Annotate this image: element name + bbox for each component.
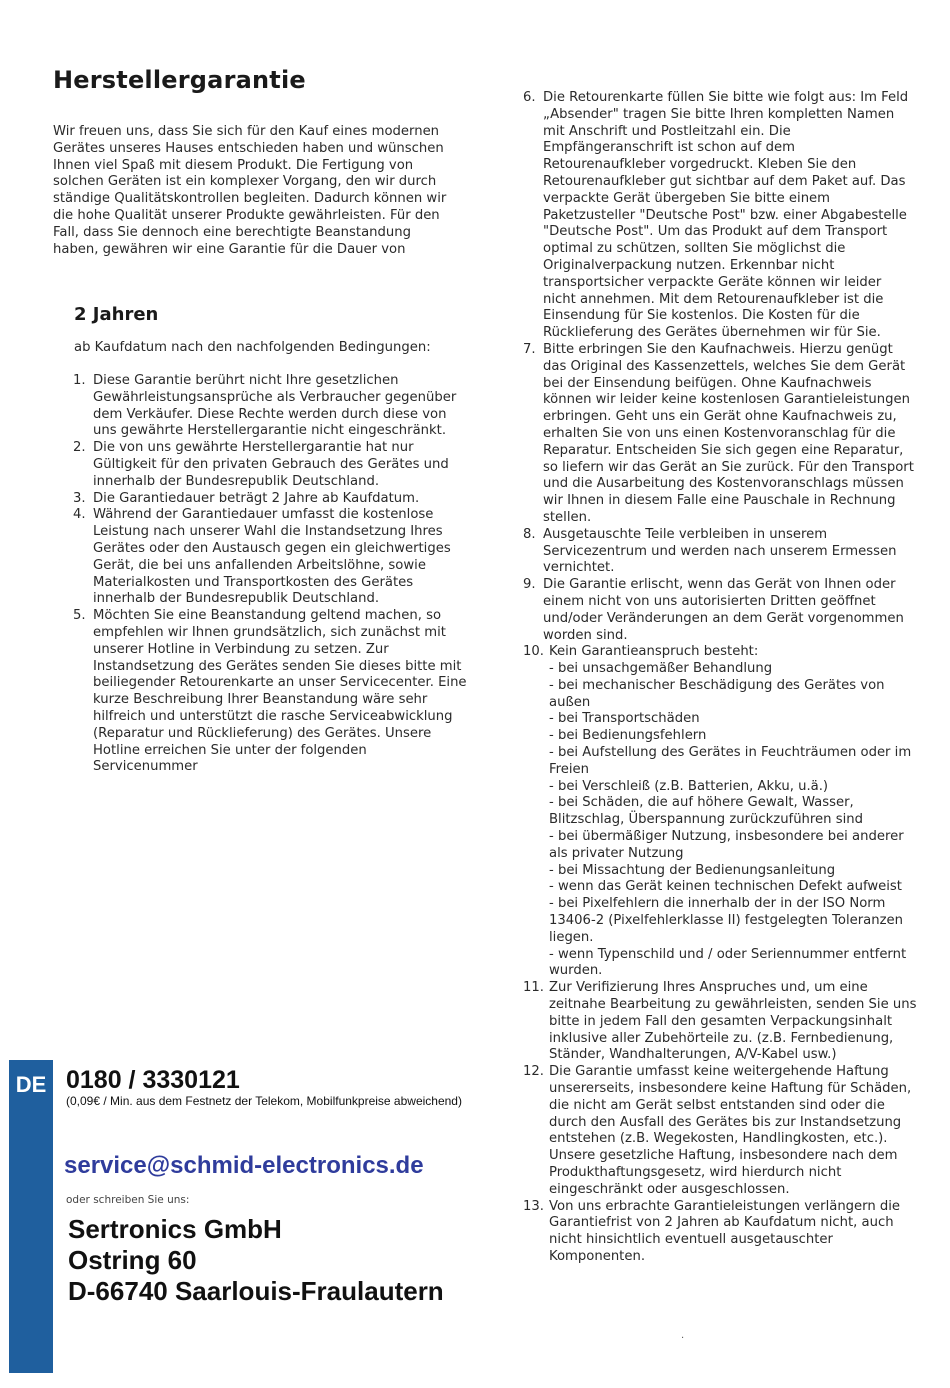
exclusion-list xyxy=(549,661,918,980)
exclusion-item: - bei mechanischer Beschädigung des Gerätes von außen xyxy=(549,677,885,710)
term-text: Die Garantiedauer beträgt 2 Jahre ab Kaufdatum. xyxy=(93,490,420,506)
exclusion-item: - bei Transportschäden xyxy=(549,711,700,727)
hotline-price-note: (0,09€ / Min. aus dem Festnetz der Telekom, Mobilfunkpreise abweichend) xyxy=(66,1094,462,1108)
term-text: Die von uns gewährte Herstellergarantie hat nur Gültigkeit für den privaten Gebrauch des Gerätes und innerhalb der Bundesrepublik Deutschland. xyxy=(93,440,449,489)
address-company: Sertronics GmbH xyxy=(68,1214,282,1244)
exclusion-item: - bei unsachgemäßer Behandlung xyxy=(549,661,773,677)
term-item xyxy=(73,373,468,440)
term-item xyxy=(523,980,918,1064)
term-text: Kein Garantieanspruch besteht: xyxy=(549,644,759,660)
term-text: Diese Garantie berührt nicht Ihre gesetzlichen Gewährleistungsansprüche als Verbraucher gegenüber dem Verkäufer. Diese Rechte werden durch diese von uns gewährte Herstellergarantie nicht eingeschränkt. xyxy=(93,373,457,439)
write-us-label: oder schreiben Sie uns: xyxy=(66,1194,190,1206)
term-number: 11. xyxy=(523,980,544,996)
guarantee-duration: 2 Jahren xyxy=(74,304,159,325)
term-number: 8. xyxy=(523,526,536,542)
exclusion-item: - bei übermäßiger Nutzung, insbesondere bei anderer als privater Nutzung xyxy=(549,829,904,861)
address-city: D-66740 Saarlouis-Fraulautern xyxy=(68,1276,444,1306)
term-text: Bitte erbringen Sie den Kaufnachweis. Hierzu genügt das Original des Kassenzettels, welches Sie dem Gerät bei der Einsendung beifügen. Ohne Kaufnachweis können wir leider keine kostenlosen Garantieleistungen erbringen. Geht uns ein Gerät ohne Kaufnachweis zu, erhalten Sie von uns einen Kostenvoranschlag für die Reparatur. Entscheiden Sie sich gegen eine Reparatur, so liefern wir das Gerät an Sie zurück. Für den Transport und die Ausarbeitung des Kostenvoranschlags müssen wir Ihnen in diesem Falle eine Pauschale in Rechnung stellen. xyxy=(543,341,914,525)
term-number: 3. xyxy=(73,490,86,506)
term-text: Die Garantie umfasst keine weitergehende Haftung unsererseits, insbesondere keine Haftung für Schäden, die nicht am Gerät selbst entstanden sind oder die durch den Ausfall des Gerätes bis zur Instandsetzung entstehen (z.B. Wegekosten, Handlingkosten, etc.). Unsere gesetzliche Haftung, insbesondere nach dem Produkthaftungsgesetz, wird hierdurch nicht eingeschränkt oder ausgeschlossen. xyxy=(549,1064,912,1197)
term-item xyxy=(73,440,468,490)
postal-address xyxy=(68,1214,444,1307)
language-label: DE xyxy=(15,1072,47,1097)
term-text: Zur Verifizierung Ihres Anspruches und, um eine zeitnahe Bearbeitung zu gewährleisten, senden Sie uns bitte in jedem Fall den gesamten Verpackungsinhalt inklusive aller Zubehörteile zu. (z.B. Fernbedienung, Ständer, Wandhalterungen, A/V-Kabel usw.) xyxy=(549,980,917,1063)
term-number: 6. xyxy=(523,90,536,105)
exclusion-item: - bei Schäden, die auf höhere Gewalt, Wasser, Blitzschlag, Überspannung zurückzuführen sind xyxy=(549,795,863,828)
term-number: 1. xyxy=(73,373,86,388)
term-number: 13. xyxy=(523,1198,544,1214)
address-street: Ostring 60 xyxy=(68,1245,197,1275)
term-number: 10. xyxy=(523,644,544,660)
exclusion-item: - wenn Typenschild und / oder Seriennummer entfernt wurden. xyxy=(549,946,907,979)
term-item-exclusions xyxy=(523,644,918,980)
term-item xyxy=(523,1064,918,1198)
terms-list-right xyxy=(523,90,918,1266)
exclusion-item: - bei Verschleiß (z.B. Batterien, Akku, u.ä.) xyxy=(549,778,829,794)
term-item xyxy=(523,527,918,577)
term-number: 12. xyxy=(523,1064,544,1080)
term-item xyxy=(73,491,468,508)
term-text: Möchten Sie eine Beanstandung geltend machen, so empfehlen wir Ihnen grundsätzlich, sich zunächst mit unserer Hotline in Verbindung zu setzen. Zur Instandsetzung des Gerätes senden Sie dieses bitte mit beiliegender Retourenkarte an unser Servicecenter. Eine kurze Beschreibung Ihrer Beanstandung wäre sehr hilfreich und unterstützt die rasche Serviceabwicklung (Reparatur und Rücklieferung) des Gerätes. Unsere Hotline erreichen Sie unter der folgenden Servicenummer xyxy=(93,608,467,775)
footer-dot: . xyxy=(681,1330,685,1341)
term-item xyxy=(73,507,468,608)
term-text: Ausgetauschte Teile verbleiben in unserem Servicezentrum und werden nach unserem Ermessen vernichtet. xyxy=(543,526,897,576)
term-text: Die Garantie erlischt, wenn das Gerät von Ihnen oder einem nicht von uns autorisierten Dritten geöffnet und/oder Veränderungen an dem Gerät vorgenommen worden sind. xyxy=(543,577,904,643)
intro-paragraph: Wir freuen uns, dass Sie sich für den Kauf eines modernen Gerätes unseres Hauses entschieden haben und wünschen Ihnen viel Spaß mit diesem Produkt. Die Fertigung von solchen Geräten ist ein komplexer Vorgang, den wir durch ständige Qualitätskontrollen begleiten. Dadurch können wir die hohe Qualität unserer Produkte gewährleisten. Für den Fall, dass Sie dennoch eine berechtigte Beanstandung haben, gewähren wir eine Garantie für die Dauer von xyxy=(53,124,447,257)
term-item xyxy=(523,90,918,342)
term-item xyxy=(73,608,468,776)
term-text: Während der Garantiedauer umfasst die kostenlose Leistung nach unserer Wahl die Instandsetzung Ihres Gerätes oder den Austausch gegen ein gleichwertiges Gerät, die bei uns anfallenden Arbeitslöhne, sowie Materialkosten und Transportkosten des Gerätes innerhalb der Bundesrepublik Deutschland. xyxy=(93,507,451,607)
hotline-number: 0180 / 3330121 xyxy=(66,1066,240,1094)
exclusion-item: - bei Bedienungsfehlern xyxy=(549,728,707,744)
term-item xyxy=(523,342,918,527)
language-sidebar xyxy=(9,1060,53,1373)
term-number: 4. xyxy=(73,507,86,523)
exclusion-item: - bei Pixelfehlern die innerhalb der in der ISO Norm 13406-2 (Pixelfehlerklasse II) festgelegten Toleranzen liegen. xyxy=(549,896,903,945)
term-item xyxy=(523,577,918,644)
term-number: 7. xyxy=(523,341,536,357)
terms-list-left xyxy=(73,373,468,776)
exclusion-item: - bei Missachtung der Bedienungsanleitung xyxy=(549,862,836,878)
conditions-intro: ab Kaufdatum nach den nachfolgenden Bedingungen: xyxy=(74,340,431,355)
page-title: Herstellergarantie xyxy=(53,66,306,94)
term-number: 9. xyxy=(523,577,536,593)
exclusion-item: - wenn das Gerät keinen technischen Defekt aufweist xyxy=(549,879,902,895)
service-email: service@schmid-electronics.de xyxy=(64,1152,424,1179)
exclusion-item: - bei Aufstellung des Gerätes in Feuchträumen oder im Freien xyxy=(549,745,912,777)
term-text: Von uns erbrachte Garantieleistungen verlängern die Garantiefrist von 2 Jahren ab Kaufdatum nicht, auch nicht hinsichtlich eventuell ausgetauschter Komponenten. xyxy=(549,1198,901,1264)
term-number: 2. xyxy=(73,440,86,456)
term-item xyxy=(523,1199,918,1266)
term-number: 5. xyxy=(73,608,86,624)
term-text: Die Retourenkarte füllen Sie bitte wie folgt aus: Im Feld „Absender" tragen Sie bitte Ihren kompletten Namen mit Anschrift und Postleitzahl ein. Die Empfängeranschrift ist schon auf dem Retourenaufkleber vorgedruckt. Kleben Sie den Retourenaufkleber gut sichtbar auf dem Paket auf. Das verpackte Gerät übergeben Sie bitte einem Paketzusteller "Deutsche Post" bzw. einer Abgabestelle "Deutsche Post". Um das Produkt auf dem Transport optimal zu schützen, sollten Sie möglichst die Originalverpackung nutzen. Erkennbar nicht transportsicher verpackte Geräte können wir leider nicht annehmen. Mit dem Retourenaufkleber ist die Einsendung für Sie kostenlos. Die Kosten für die Rücklieferung des Gerätes übernehmen wir für Sie. xyxy=(543,90,909,341)
